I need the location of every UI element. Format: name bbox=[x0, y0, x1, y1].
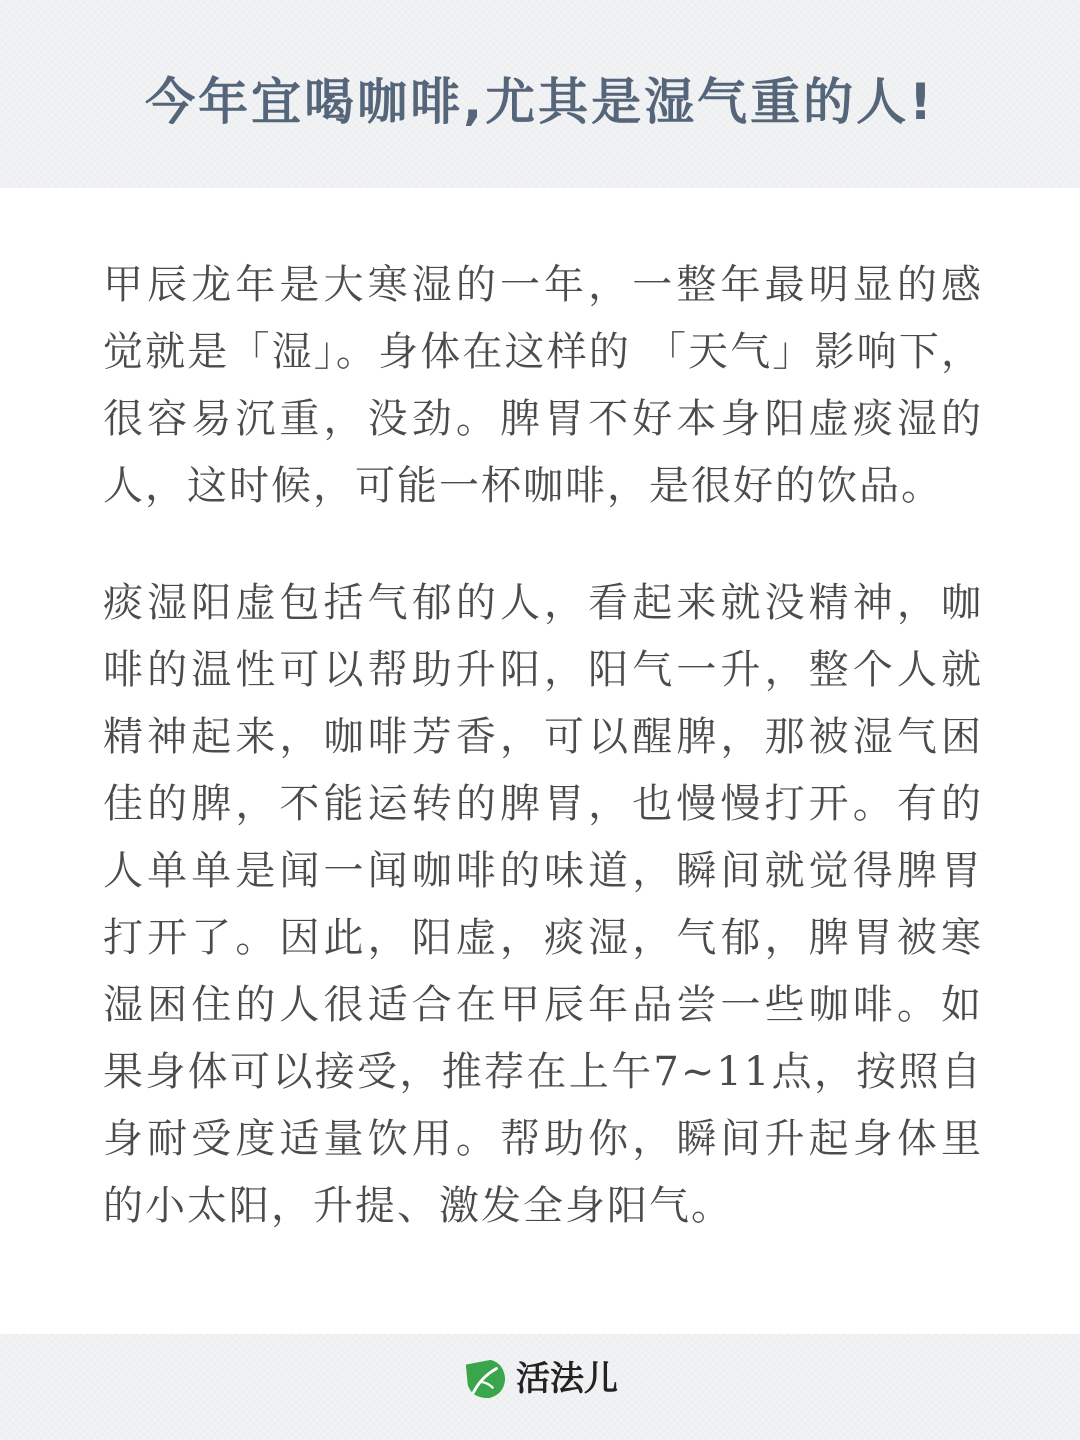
footer-bar bbox=[0, 1334, 1080, 1440]
brand bbox=[462, 1354, 618, 1404]
brand-name: 活法儿 bbox=[516, 1359, 618, 1399]
paragraph-2: 痰湿阳虚包括气郁的人，看起来就没精神，咖啡的温性可以帮助升阳，阳气一升，整个人就精神起来，咖啡芳香，可以醒脾，那被湿气困佳的脾，不能运转的脾胃，也慢慢打开。有的人单单是闻一闻咖啡的味道，瞬间就觉得脾胃打开了。因此，阳虚，痰湿，气郁，脾胃被寒湿困住的人很适合在甲辰年品尝一些咖啡。如果身体可以接受，推荐在上午7~11点，按照自身耐受度适量饮用。帮助你，瞬间升起身体里的小太阳，升提、激发全身阳气。 bbox=[103, 580, 983, 1229]
article-body bbox=[103, 252, 983, 1240]
title-banner bbox=[0, 0, 1080, 188]
page-title: 今年宜喝咖啡,尤其是湿气重的人! bbox=[145, 73, 935, 131]
paragraph-1: 甲辰龙年是大寒湿的一年，一整年最明显的感觉就是「湿」。身体在这样的 「天气」影响下，很容易沉重，没劲。脾胃不好本身阳虚痰湿的人，这时候，可能一杯咖啡，是很好的饮品。 bbox=[103, 262, 983, 509]
leaf-logo-icon bbox=[462, 1356, 508, 1402]
